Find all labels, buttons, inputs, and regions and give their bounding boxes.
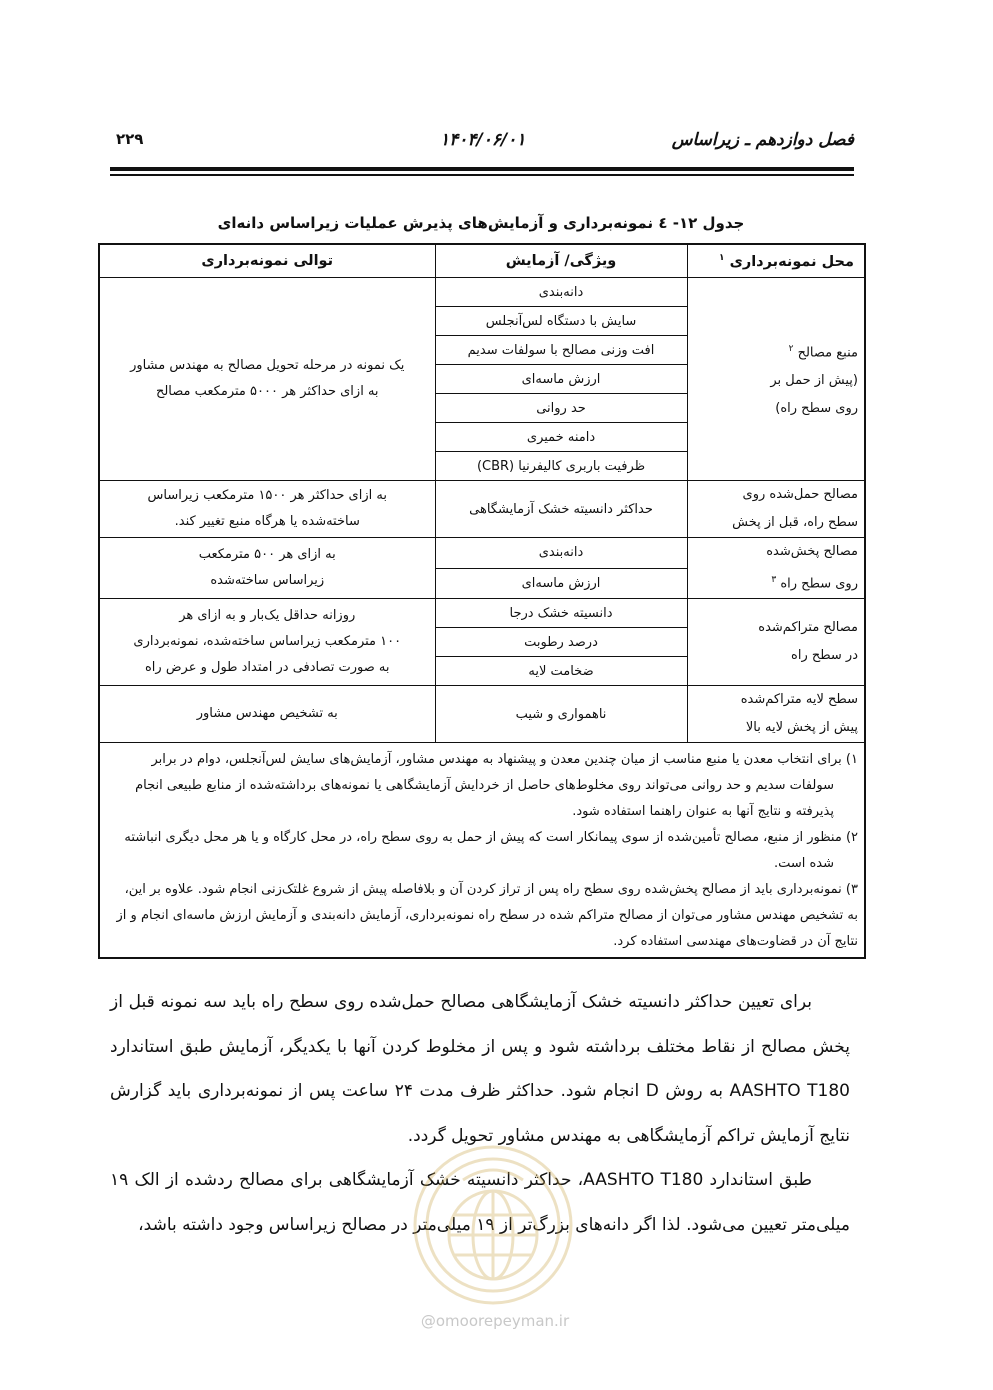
page-number: ۲۲۹ — [116, 130, 144, 148]
frequency-line: ۱۰۰ مترمکعب زیراساس ساخته‌شده، نمونه‌برداری — [133, 634, 402, 650]
frequency-cell — [99, 599, 435, 686]
location-line: (پیش از حمل بر — [770, 373, 858, 389]
test-cell: افت وزنی مصالح با سولفات سدیم — [435, 336, 687, 365]
chapter-title: فصل دوازدهم ـ زیراساس — [671, 130, 854, 150]
location-line: مصالح پخش‌شده — [766, 544, 858, 559]
table-row — [99, 481, 865, 538]
frequency-line: روزانه حداقل یک‌بار و به ازای هر — [179, 608, 356, 624]
test-cell: ضخامت لایه — [435, 657, 687, 686]
frequency-cell — [99, 538, 435, 599]
test-cell: ظرفیت باربری کالیفرنیا (CBR) — [435, 452, 687, 481]
location-line: مصالح حمل‌شده روی — [742, 487, 858, 502]
location-cell — [687, 686, 865, 743]
location-line: سطح لایه متراکم‌شده — [740, 692, 858, 708]
paragraph: برای تعیین حداکثر دانسیته خشک آزمایشگاهی مصالح حمل‌شده روی سطح راه باید سه نمونه قبل از پخش مصالح از نقاط مختلف برداشته شود و پس از مخلوط کردن آنها با یکدیگر، آزمایش طبق استاندارد AASHTO T180 به روش D انجام شود. حداکثر ظرف مدت ۲۴ ساعت پس از نمونه‌برداری باید گزارش نتایج آزمایش تراکم آزمایشگاهی به مهندس مشاور تحویل گردد. — [110, 992, 850, 1146]
running-header — [110, 126, 854, 160]
table-title: جدول ۱۲- ٤ نمونه‌برداری و آزمایش‌های پذیرش عملیات زیراساس دانه‌ای — [217, 214, 745, 232]
test-cell: درصد رطوبت — [435, 628, 687, 657]
test-cell: ارزش ماسه‌ای — [435, 365, 687, 394]
header-property: ویژگی/ آزمایش — [435, 244, 687, 278]
frequency-line: ساخته‌شده یا هرگاه منبع تغییر کند. — [174, 514, 360, 529]
sampling-table — [98, 243, 866, 959]
note-line: به تشخیص مهندس مشاور می‌توان از مصالح متراکم شده در سطح راه نمونه‌برداری، آزمایش دانه‌بندی و آزمایش ارزش ماسه‌ای انجام و از — [116, 908, 858, 924]
table-row — [99, 538, 865, 569]
test-cell: حداکثر دانسیته خشک آزمایشگاهی — [435, 481, 687, 538]
note-line: ۲) منظور از منبع، مصالح تأمین‌شده از سوی پیمانکار است که پیش از حمل به روی سطح راه، در محل کارگاه و یا هر محل دیگری انباشته — [124, 830, 858, 846]
note-line: نتایج آن در قضاوت‌های مهندسی استفاده کرد. — [613, 934, 858, 950]
location-cell — [687, 599, 865, 686]
header-location-label: محل نمونه‌برداری — [729, 253, 854, 270]
header-location — [687, 244, 865, 278]
table-header-row — [99, 244, 865, 278]
globe-emblem-icon — [408, 1140, 578, 1310]
location-line: مصالح متراکم‌شده — [758, 620, 858, 636]
test-cell: حد روانی — [435, 394, 687, 423]
footnote-2 — [106, 825, 858, 877]
frequency-cell — [99, 481, 435, 538]
footnote-3 — [106, 877, 858, 955]
test-cell: سایش با دستگاه لس‌آنجلس — [435, 307, 687, 336]
table-row — [99, 278, 865, 307]
header-rule-thick — [110, 167, 854, 171]
test-cell: ناهمواری و شیب — [435, 686, 687, 743]
table-row — [99, 599, 865, 628]
location-line: در سطح راه — [791, 648, 858, 664]
notes-row — [99, 743, 865, 959]
location-line: منبع مصالح — [797, 345, 858, 361]
footnote-ref: ۳ — [771, 575, 777, 585]
location-line: روی سطح راه) — [775, 401, 858, 417]
footnote-ref: ۱ — [719, 252, 725, 263]
paragraph: طبق استاندارد AASHTO T180، حداکثر دانسیته خشک آزمایشگاهی برای مصالح ردشده از الک ۱۹ میلی‌متر تعیین می‌شود. لذا اگر دانه‌های بزرگ‌تر از ۱۹ میلی‌متر در مصالح زیراساس وجود داشته باشد، — [110, 1170, 850, 1235]
location-line: سطح راه، قبل از پخش — [732, 515, 858, 530]
note-line: سولفات سدیم و حد روانی می‌تواند روی مخلوط‌های حاصل از خردایش آزمایشگاهی یا نمونه‌های برداشته‌شده از منابع طبیعی انجام — [135, 778, 834, 794]
location-cell — [687, 538, 865, 599]
location-cell — [687, 278, 865, 481]
frequency-line: به ازای هر ۵۰۰ مترمکعب — [198, 547, 336, 563]
test-cell: دامنه خمیری — [435, 423, 687, 452]
location-line: پیش از پخش لایه بالا — [745, 720, 858, 736]
frequency-line: به ازای حداکثر هر ۵۰۰۰ مترمکعب مصالح — [155, 384, 379, 399]
watermark-text: @omoorepeyman.ir — [420, 1312, 570, 1330]
test-cell: دانسیته خشک درجا — [435, 599, 687, 628]
footnote-ref: ۲ — [788, 343, 794, 354]
frequency-line: به ازای حداکثر هر ۱۵۰۰ مترمکعب زیراساس — [147, 488, 387, 503]
frequency-line: به صورت تصادفی در امتداد طول و عرض راه — [144, 660, 390, 676]
frequency-line: به تشخیص مهندس مشاور — [196, 706, 338, 722]
location-line: روی سطح راه — [780, 576, 858, 592]
frequency-cell — [99, 686, 435, 743]
header-frequency: توالی نمونه‌برداری — [99, 244, 435, 278]
test-cell: دانه‌بندی — [435, 278, 687, 307]
header-rule-thin — [110, 174, 854, 176]
location-cell — [687, 481, 865, 538]
note-line: شده است. — [773, 856, 834, 872]
note-line: ۱) برای انتخاب معدن یا منبع مناسب از میان چندین معدن و پیشنهاد به مهندس مشاور، آزمایش‌های سایش لس‌آنجلس، دوام در برابر — [151, 752, 858, 768]
note-line: پذیرفته و نتایج آنها به عنوان راهنما استفاده شود. — [572, 804, 834, 820]
frequency-cell — [99, 278, 435, 481]
test-cell: ارزش ماسه‌ای — [435, 568, 687, 599]
test-cell: دانه‌بندی — [435, 538, 687, 569]
header-date: ۱۴۰۴/۰۶/۰۱ — [440, 130, 526, 150]
note-line: ۳) نمونه‌برداری باید از مصالح پخش‌شده روی سطح راه پس از تراز کردن آن و بلافاصله پیش از شروع غلتک‌زنی انجام شود. علاوه بر این، — [124, 882, 858, 898]
table-notes — [99, 743, 865, 959]
footnote-1 — [106, 747, 858, 825]
frequency-line: زیراساس ساخته‌شده — [210, 573, 325, 589]
table-row — [99, 686, 865, 743]
frequency-line: یک نمونه در مرحله تحویل مصالح به مهندس مشاور — [130, 358, 405, 373]
